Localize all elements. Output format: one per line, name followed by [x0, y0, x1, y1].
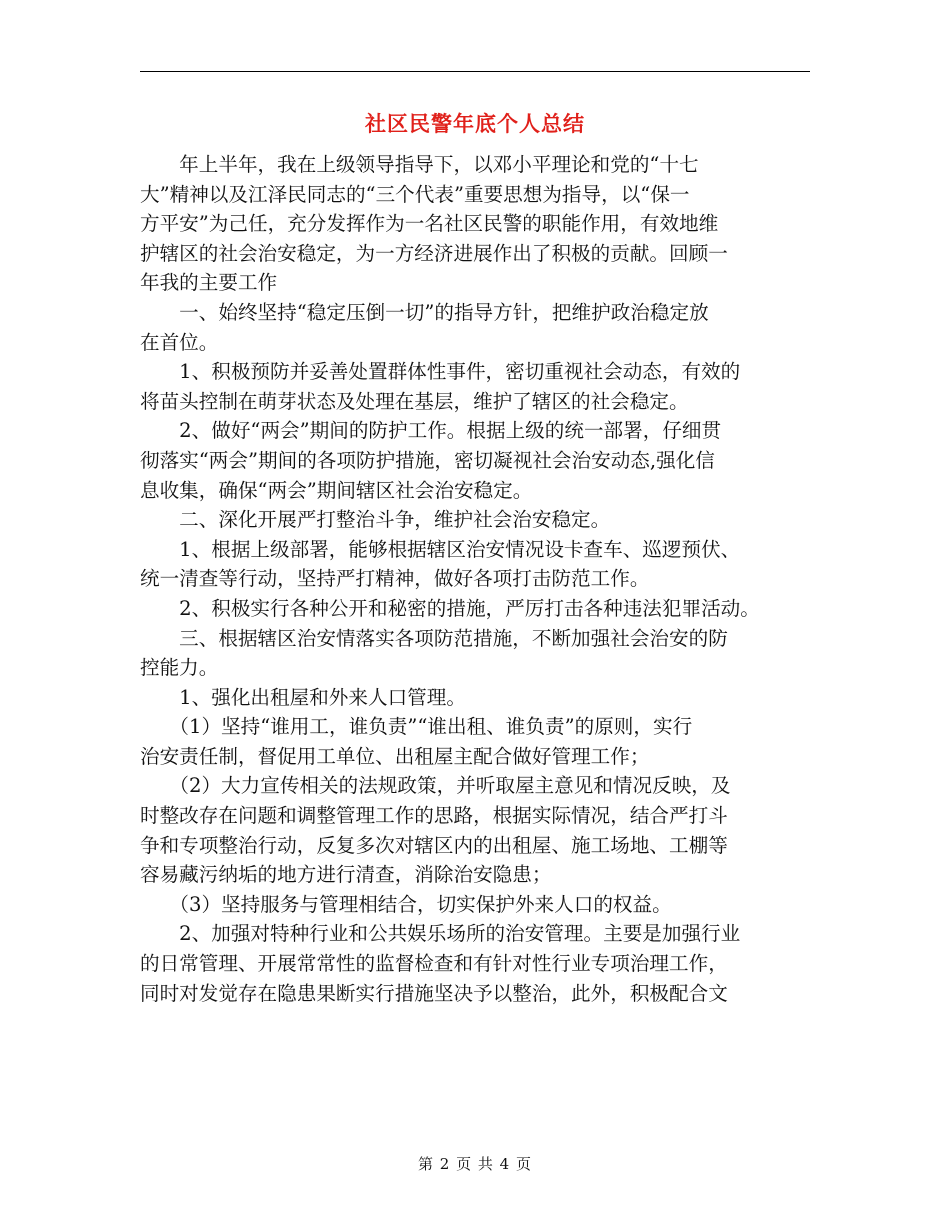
body-line: 年我的主要工作 [140, 271, 278, 295]
document-title: 社区民警年底个人总结 [365, 111, 585, 136]
body-line: 2、做好“两会”期间的防护工作。根据上级的统一部署，仔细贯 [140, 419, 722, 443]
body-line: 2、加强对特种行业和公共娱乐场所的治安管理。主要是加强行业 [140, 922, 741, 946]
body-line: 1、强化出租屋和外来人口管理。 [140, 685, 466, 709]
body-line: 在首位。 [140, 330, 219, 354]
body-line: （3）坚持服务与管理相结合，切实保护外来人口的权益。 [140, 892, 672, 916]
body-line: 时整改存在问题和调整管理工作的思路，根据实际情况，结合严打斗 [140, 804, 728, 828]
document-body [140, 150, 812, 1008]
body-line: 1、根据上级部署，能够根据辖区治安情况设卡查车、巡逻预伏、 [140, 537, 741, 561]
body-line: 争和专项整治行动，反复多次对辖区内的出租屋、施工场地、工棚等 [140, 833, 728, 857]
body-line: 同时对发觉存在隐患果断实行措施坚决予以整治，此外，积极配合文 [140, 981, 728, 1005]
body-line: （2）大力宣传相关的法规政策，并听取屋主意见和情况反映，及 [140, 774, 731, 798]
body-line: 2、积极实行各种公开和秘密的措施，严厉打击各种违法犯罪活动。 [140, 596, 760, 620]
body-line: 三、根据辖区治安情落实各项防范措施，不断加强社会治安的防 [140, 626, 728, 650]
body-line: 彻落实“两会”期间的各项防护措施，密切凝视社会治安动态,强化信 [140, 448, 715, 472]
body-line: 统一清查等行动，坚持严打精神，做好各项打击防范工作。 [140, 567, 650, 591]
body-line: 将苗头控制在萌芽状态及处理在基层，维护了辖区的社会稳定。 [140, 389, 689, 413]
body-line: 方平安”为己任，充分发挥作为一名社区民警的职能作用，有效地维 [140, 212, 719, 236]
body-line: 容易藏污纳垢的地方进行清查，消除治安隐患； [140, 863, 552, 887]
body-line: 的日常管理、开展常常性的监督检查和有针对性行业专项治理工作， [140, 952, 728, 976]
body-line: 大”精神以及江泽民同志的“三个代表”重要思想为指导，以“保一 [140, 182, 690, 206]
body-line: （1）坚持“谁用工，谁负责”“谁出租、谁负责”的原则，实行 [140, 715, 693, 739]
page-number: 第 2 页 共 4 页 [418, 1155, 532, 1173]
body-line: 控能力。 [140, 656, 219, 680]
header-rule [140, 71, 810, 72]
body-line: 治安责任制，督促用工单位、出租屋主配合做好管理工作； [140, 744, 650, 768]
body-line: 护辖区的社会治安稳定，为一方经济进展作出了积极的贡献。回顾一 [140, 241, 728, 265]
body-line: 1、积极预防并妥善处置群体性事件，密切重视社会动态，有效的 [140, 360, 741, 384]
body-line: 一、始终坚持“稳定压倒一切”的指导方针，把维护政治稳定放 [140, 300, 709, 324]
body-line: 息收集，确保“两会”期间辖区社会治安稳定。 [140, 478, 533, 502]
body-line: 二、深化开展严打整治斗争，维护社会治安稳定。 [140, 508, 611, 532]
body-line: 年上半年，我在上级领导指导下，以邓小平理论和党的“十七 [140, 153, 699, 176]
